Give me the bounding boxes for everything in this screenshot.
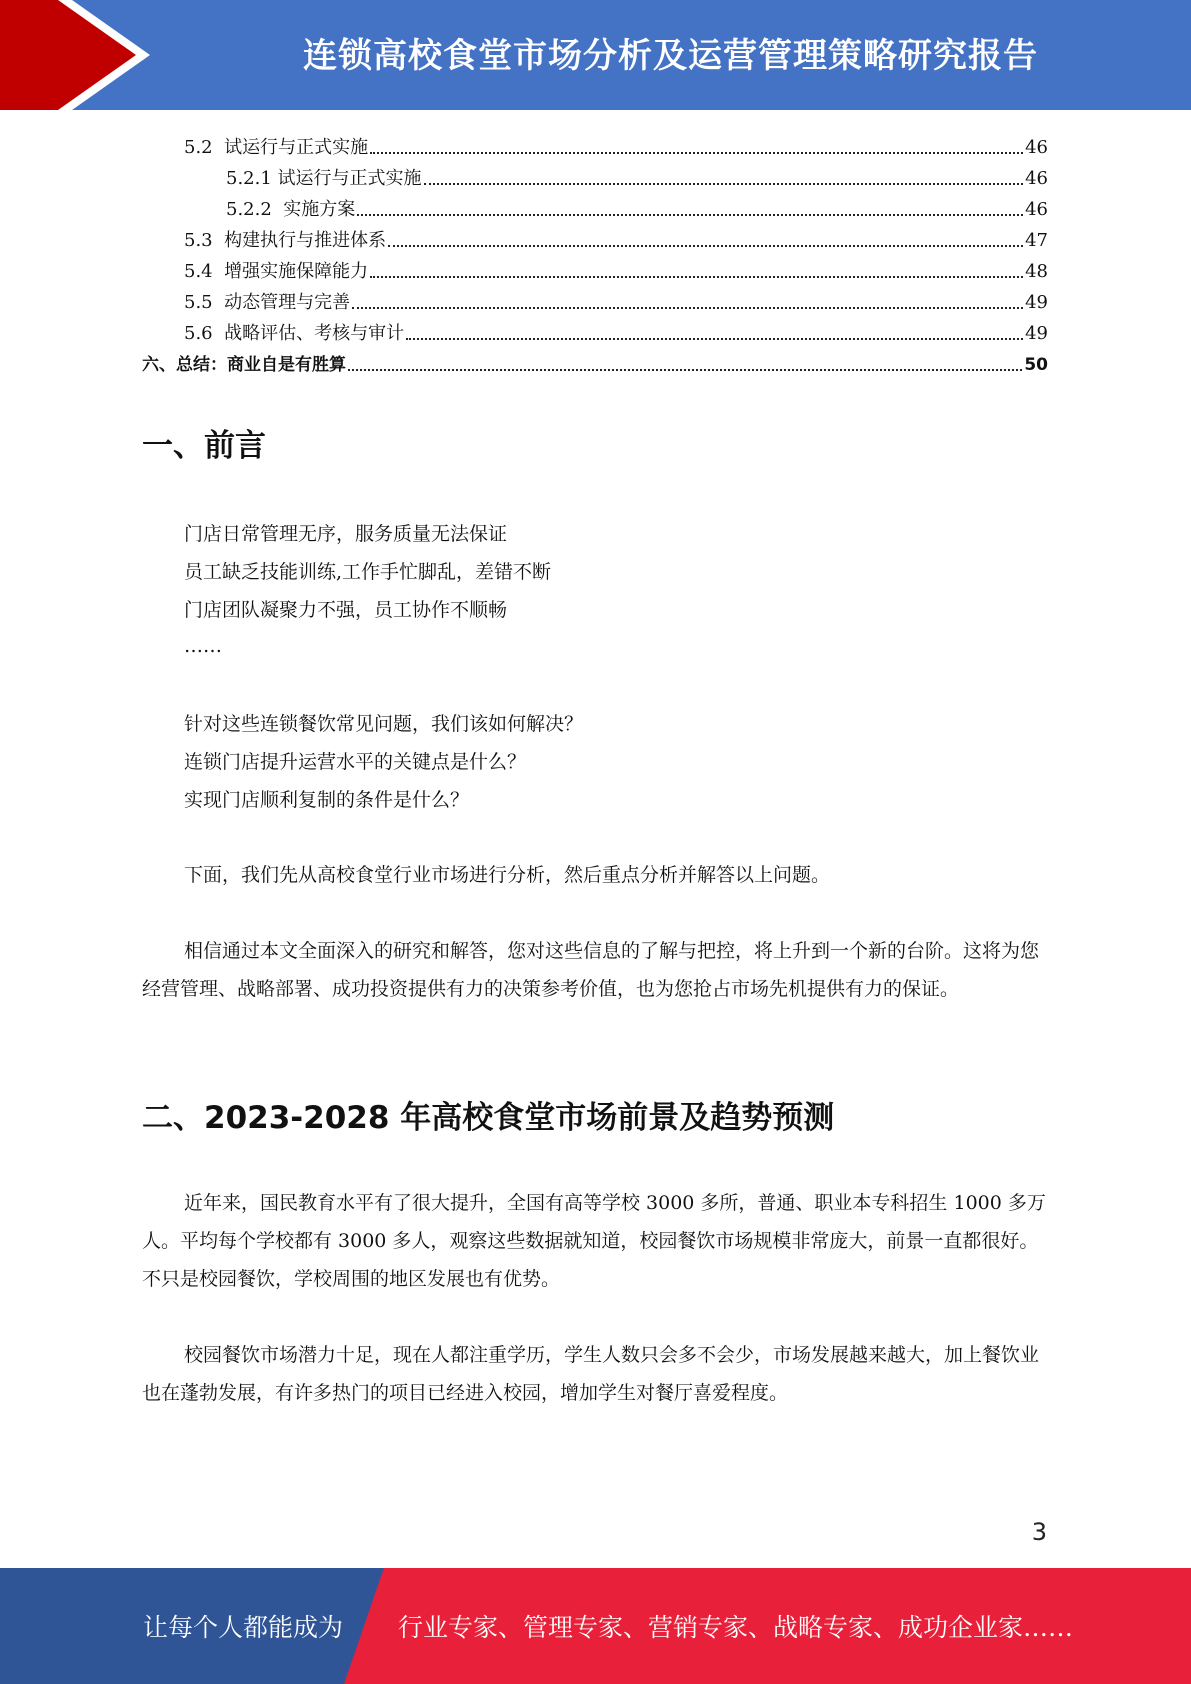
problem-ellipsis: …… <box>184 635 222 657</box>
paragraph: 相信通过本文全面深入的研究和解答，您对这些信息的了解与把控，将上升到一个新的台阶。这将为您经营管理、战略部署、成功投资提供有力的决策参考价值，也为您抢占市场先机提供有力的保证。 <box>142 940 1040 1000</box>
page-footer <box>0 1568 1191 1684</box>
toc-leader <box>370 276 1023 278</box>
toc-entry[interactable] <box>142 221 1048 252</box>
paragraph: 校园餐饮市场潜力十足，现在人都注重学历，学生人数只会多不会少，市场发展越来越大，加上餐饮业也在蓬勃发展，有许多热门的项目已经进入校园，增加学生对餐厅喜爱程度。 <box>142 1344 1040 1404</box>
problem-line: 门店日常管理无序，服务质量无法保证 <box>184 523 508 545</box>
page-header <box>0 0 1191 110</box>
toc-leader <box>348 369 1022 371</box>
footer-slogan-left: 让每个人都能成为 <box>143 1613 344 1642</box>
problem-line: 员工缺乏技能训练,工作手忙脚乱，差错不断 <box>184 561 552 583</box>
footer-slogan-right: 行业专家、管理专家、营销专家、战略专家、成功企业家…… <box>398 1613 1074 1642</box>
question-line: 连锁门店提升运营水平的关键点是什么？ <box>184 751 527 773</box>
question-line: 针对这些连锁餐饮常见问题，我们该如何解决？ <box>184 713 584 735</box>
question-line: 实现门店顺利复制的条件是什么？ <box>184 789 470 811</box>
toc-entry[interactable] <box>142 283 1048 314</box>
toc-entry-label: 六、总结：商业自是有胜算 <box>142 355 346 375</box>
toc-entry-label: 5.2 试运行与正式实施 <box>184 137 369 158</box>
section-heading-forecast: 二、2023-2028 年高校食堂市场前景及趋势预测 <box>142 1100 835 1136</box>
toc-entry[interactable] <box>142 128 1048 159</box>
toc-leader <box>424 183 1024 185</box>
toc-leader <box>370 152 1023 154</box>
toc-entry[interactable] <box>142 159 1048 190</box>
toc-entry-label: 5.3 构建执行与推进体系 <box>184 230 387 251</box>
toc-leader <box>406 338 1023 340</box>
toc-entry-page: 46 <box>1025 168 1048 189</box>
paragraph: 近年来，国民教育水平有了很大提升，全国有高等学校 3000 多所，普通、职业本专科招生 1000 多万人。平均每个学校都有 3000 多人，观察这些数据就知道，校园餐饮市场规模非常庞大，前景一直都很好。不只是校园餐饮，学校周围的地区发展也有优势。 <box>142 1192 1046 1290</box>
toc-leader <box>352 307 1023 309</box>
toc-entry-page: 49 <box>1025 323 1048 344</box>
section-heading-preface: 一、前言 <box>142 428 266 464</box>
problem-line: 门店团队凝聚力不强，员工协作不顺畅 <box>184 599 508 621</box>
toc-entry[interactable] <box>142 190 1048 221</box>
toc-entry-page: 46 <box>1025 137 1048 158</box>
toc-leader <box>388 245 1023 247</box>
toc-entry-page: 46 <box>1025 199 1048 220</box>
toc-entry-label: 5.5 动态管理与完善 <box>184 292 351 313</box>
toc-entry-page: 47 <box>1025 230 1048 251</box>
toc-entry[interactable] <box>142 252 1048 283</box>
page-number: 3 <box>1031 1518 1047 1546</box>
toc-entry-chapter[interactable] <box>142 345 1048 376</box>
paragraph: 下面，我们先从高校食堂行业市场进行分析，然后重点分析并解答以上问题。 <box>184 864 831 886</box>
toc-entry-label: 5.4 增强实施保障能力 <box>184 261 369 282</box>
toc-entry-page: 49 <box>1025 292 1048 313</box>
toc-entry-page: 50 <box>1024 355 1048 375</box>
toc-leader <box>357 214 1023 216</box>
document-title: 连锁高校食堂市场分析及运营管理策略研究报告 <box>303 36 1038 76</box>
header-arrow-decoration <box>0 0 160 110</box>
toc-entry-label: 5.2.2 实施方案 <box>226 199 356 220</box>
toc-entry-label: 5.6 战略评估、考核与审计 <box>184 323 405 344</box>
toc-entry-page: 48 <box>1025 261 1048 282</box>
toc-entry[interactable] <box>142 314 1048 345</box>
toc-entry-label: 5.2.1 试运行与正式实施 <box>226 168 422 189</box>
